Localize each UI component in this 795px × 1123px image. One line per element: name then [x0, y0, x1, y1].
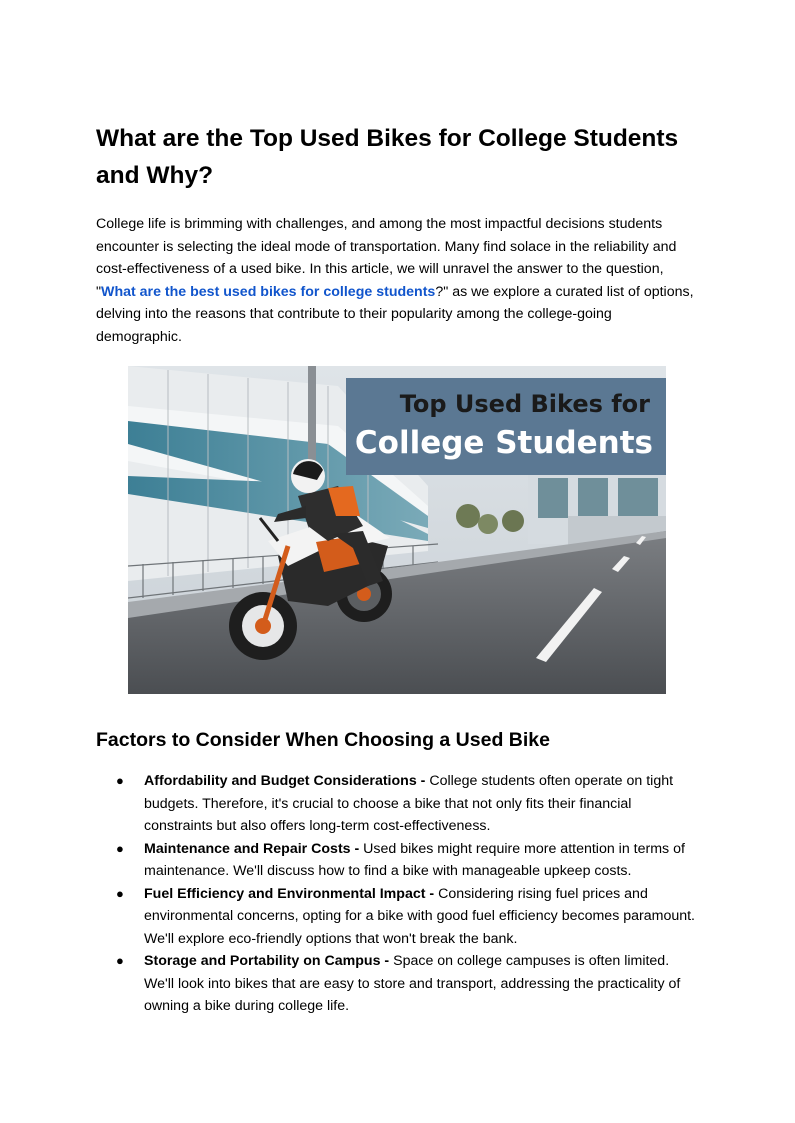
- factor-title: Storage and Portability on Campus -: [144, 953, 390, 969]
- bullet-icon: ●: [116, 773, 124, 788]
- factor-title: Fuel Efficiency and Environmental Impact -: [144, 885, 435, 902]
- intro-link[interactable]: What are the best used bikes for college students: [101, 283, 436, 300]
- bullet-icon: ●: [116, 953, 124, 968]
- section-heading: Factors to Consider When Choosing a Used Bike: [96, 729, 550, 751]
- list-item: [96, 838, 699, 883]
- intro-text-end: ?" as we explore a curated list of options, delving into the reasons that contribute to their popularity among the college-going demographic.: [96, 283, 694, 345]
- factor-text: Used bikes might require more attention in terms of maintenance. We'll discuss how to find a bike with manageable upkeep costs.: [144, 840, 685, 879]
- factor-text: College students often operate on tight budgets. Therefore, it's crucial to choose a bike that not only fits their financial constraints but also offers long-term cost-effectiveness.: [144, 773, 674, 834]
- factor-text: Considering rising fuel prices and environmental concerns, opting for a bike with good fuel efficiency becomes paramount. We'll explore eco-friendly options that won't break the bank.: [144, 885, 695, 947]
- factor-text: Space on college campuses is often limited. We'll look into bikes that are easy to store and transport, addressing the practicality of owning a bike during college life.: [144, 953, 681, 1014]
- banner-line-1: Top Used Bikes for: [399, 390, 650, 418]
- article-hero-image: [128, 366, 666, 694]
- page-title: What are the Top Used Bikes for College Students and Why?: [96, 125, 679, 189]
- list-item: [96, 883, 699, 951]
- bullet-icon: ●: [116, 885, 124, 901]
- banner-line-2: College Students: [354, 425, 653, 461]
- intro-paragraph: [96, 213, 699, 348]
- title-banner: [346, 378, 666, 475]
- intro-text-start: College life is brimming with challenges, and among the most impactful decisions students encounter is selecting the ideal mode of transportation. Many find solace in the reliability and cost-effectiveness of a used bike. In this article, we will unravel the answer to the question, ": [96, 216, 677, 300]
- bullet-icon: ●: [116, 840, 124, 856]
- factor-title: Affordability and Budget Considerations -: [144, 773, 426, 789]
- factor-title: Maintenance and Repair Costs -: [144, 840, 360, 857]
- document-page: [96, 120, 699, 1014]
- list-item: [96, 950, 699, 1018]
- factors-list: [96, 770, 699, 1018]
- list-item: [96, 770, 699, 838]
